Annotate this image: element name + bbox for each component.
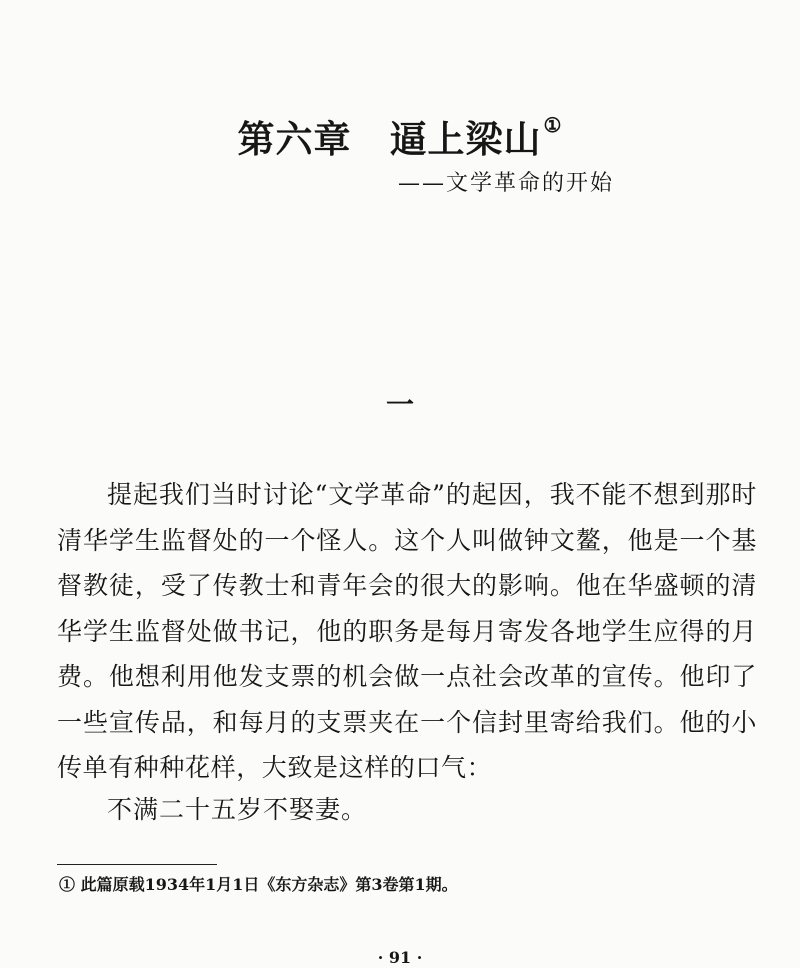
chapter-subtitle: ——文学革命的开始 bbox=[398, 171, 615, 196]
section-number: 一 bbox=[385, 388, 414, 421]
chapter-title bbox=[0, 100, 800, 164]
chapter-title-text: 逼上梁山 bbox=[389, 117, 542, 161]
body-paragraph: 提起我们当时讨论“文学革命”的起因，我不能不想到那时清华学生监督处的一个怪人。这个人叫做钟文鳌，他是一个基督教徒，受了传教士和青年会的很大的影响。他在华盛顿的清华学生监督处做书记，他的职务是每月寄发各地学生应得的月费。他想利用他发支票的机会做一点社会改革的宣传。他印了一些宣传品，和每月的支票夹在一个信封里寄给我们。他的小传单有种种花样，大致是这样的口气： bbox=[57, 480, 757, 782]
page-number: · 91 · bbox=[377, 948, 423, 967]
footnote-reference[interactable]: ① bbox=[543, 113, 563, 137]
quoted-line: 不满二十五岁不娶妻。 bbox=[107, 795, 368, 824]
chapter-number: 第六章 bbox=[237, 117, 352, 161]
footnote-text: ① 此篇原载1934年1月1日《东方杂志》第3卷第1期。 bbox=[59, 875, 458, 894]
footnote-divider bbox=[57, 864, 217, 865]
